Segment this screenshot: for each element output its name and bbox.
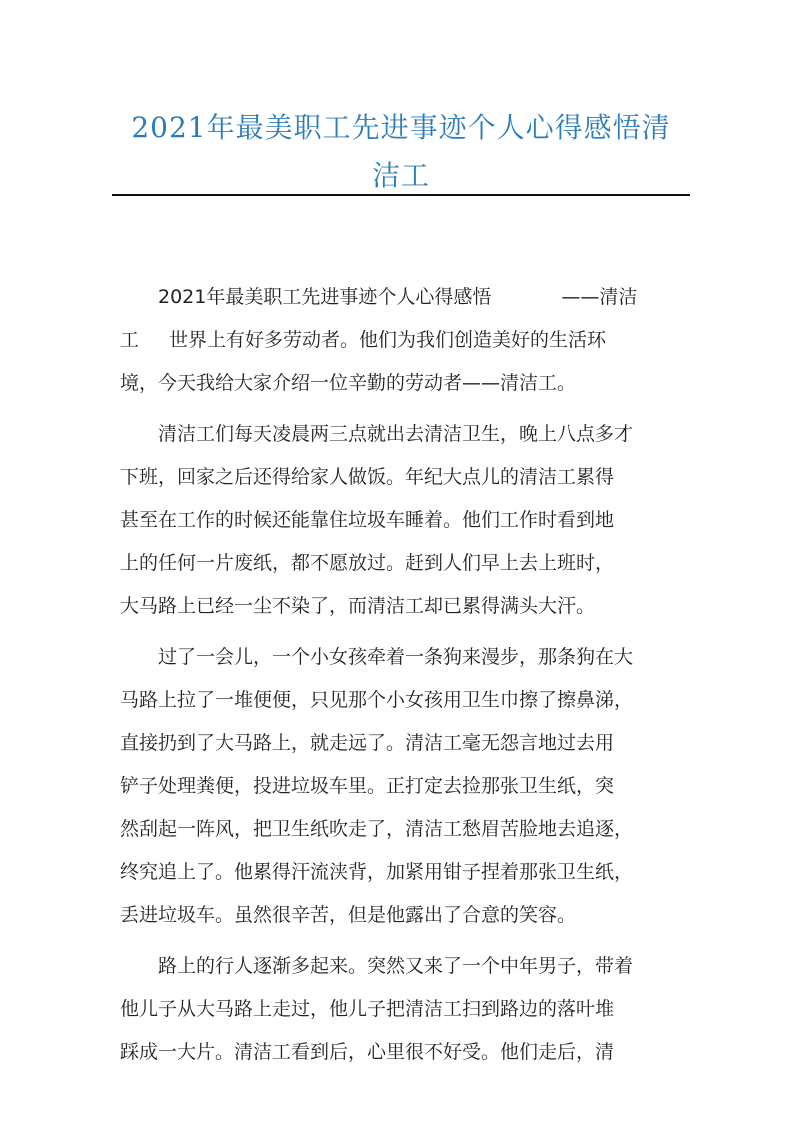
paragraph-line: 上的任何一片废纸，都不愿放过。赶到人们早上去上班时，	[120, 552, 615, 574]
title-line-2: 洁工	[371, 159, 430, 192]
paragraph-line: 铲子处理粪便，投进垃圾车里。正打定去捡那张卫生纸，突	[120, 775, 615, 797]
heading-inline-text: 2021年最美职工先进事迹个人心得感悟	[158, 286, 492, 308]
paragraph-4	[120, 945, 680, 1074]
paragraph-line: 踩成一大片。清洁工看到后，心里很不好受。他们走后，清	[120, 1041, 615, 1063]
paragraph-line: 终究追上了。他累得汗流浃背，加紧用钳子捏着那张卫生纸，	[120, 861, 634, 883]
document-title	[112, 104, 690, 200]
paragraph-3	[120, 636, 680, 937]
paragraph-1	[120, 276, 680, 405]
heading-inline-text: ——清洁	[561, 286, 638, 308]
document-body	[120, 276, 680, 1082]
paragraph-line: 丢进垃圾车。虽然很辛苦，但是他露出了合意的笑容。	[120, 904, 577, 926]
paragraph-line: 工 世界上有好多劳动者。他们为我们创造美好的生活环	[120, 329, 607, 351]
paragraph-line: 甚至在工作的时候还能靠住垃圾车睡着。他们工作时看到地	[120, 509, 615, 531]
paragraph-line	[120, 276, 680, 319]
paragraph-line: 大马路上已经一尘不染了，而清洁工却已累得满头大汗。	[120, 595, 596, 617]
paragraph-line: 直接扔到了大马路上，就走远了。清洁工毫无怨言地过去用	[120, 732, 615, 754]
paragraph-line: 境，今天我给大家介绍一位辛勤的劳动者——清洁工。	[120, 372, 577, 394]
paragraph-line: 清洁工们每天凌晨两三点就出去清洁卫生，晚上八点多才	[158, 423, 634, 445]
title-divider	[112, 194, 690, 196]
paragraph-line: 他儿子从大马路上走过，他儿子把清洁工扫到路边的落叶堆	[120, 998, 615, 1020]
paragraph-line: 下班，回家之后还得给家人做饭。年纪大点儿的清洁工累得	[120, 466, 615, 488]
paragraph-2	[120, 413, 680, 628]
paragraph-line: 马路上拉了一堆便便，只见那个小女孩用卫生巾擦了擦鼻涕，	[120, 689, 634, 711]
title-line-1: 2021年最美职工先进事迹个人心得感悟清	[131, 111, 671, 144]
paragraph-line: 路上的行人逐渐多起来。突然又来了一个中年男子，带着	[158, 955, 634, 977]
paragraph-line: 过了一会儿，一个小女孩牵着一条狗来漫步，那条狗在大	[158, 646, 634, 668]
paragraph-line: 然刮起一阵风，把卫生纸吹走了，清洁工愁眉苦脸地去追逐，	[120, 818, 634, 840]
